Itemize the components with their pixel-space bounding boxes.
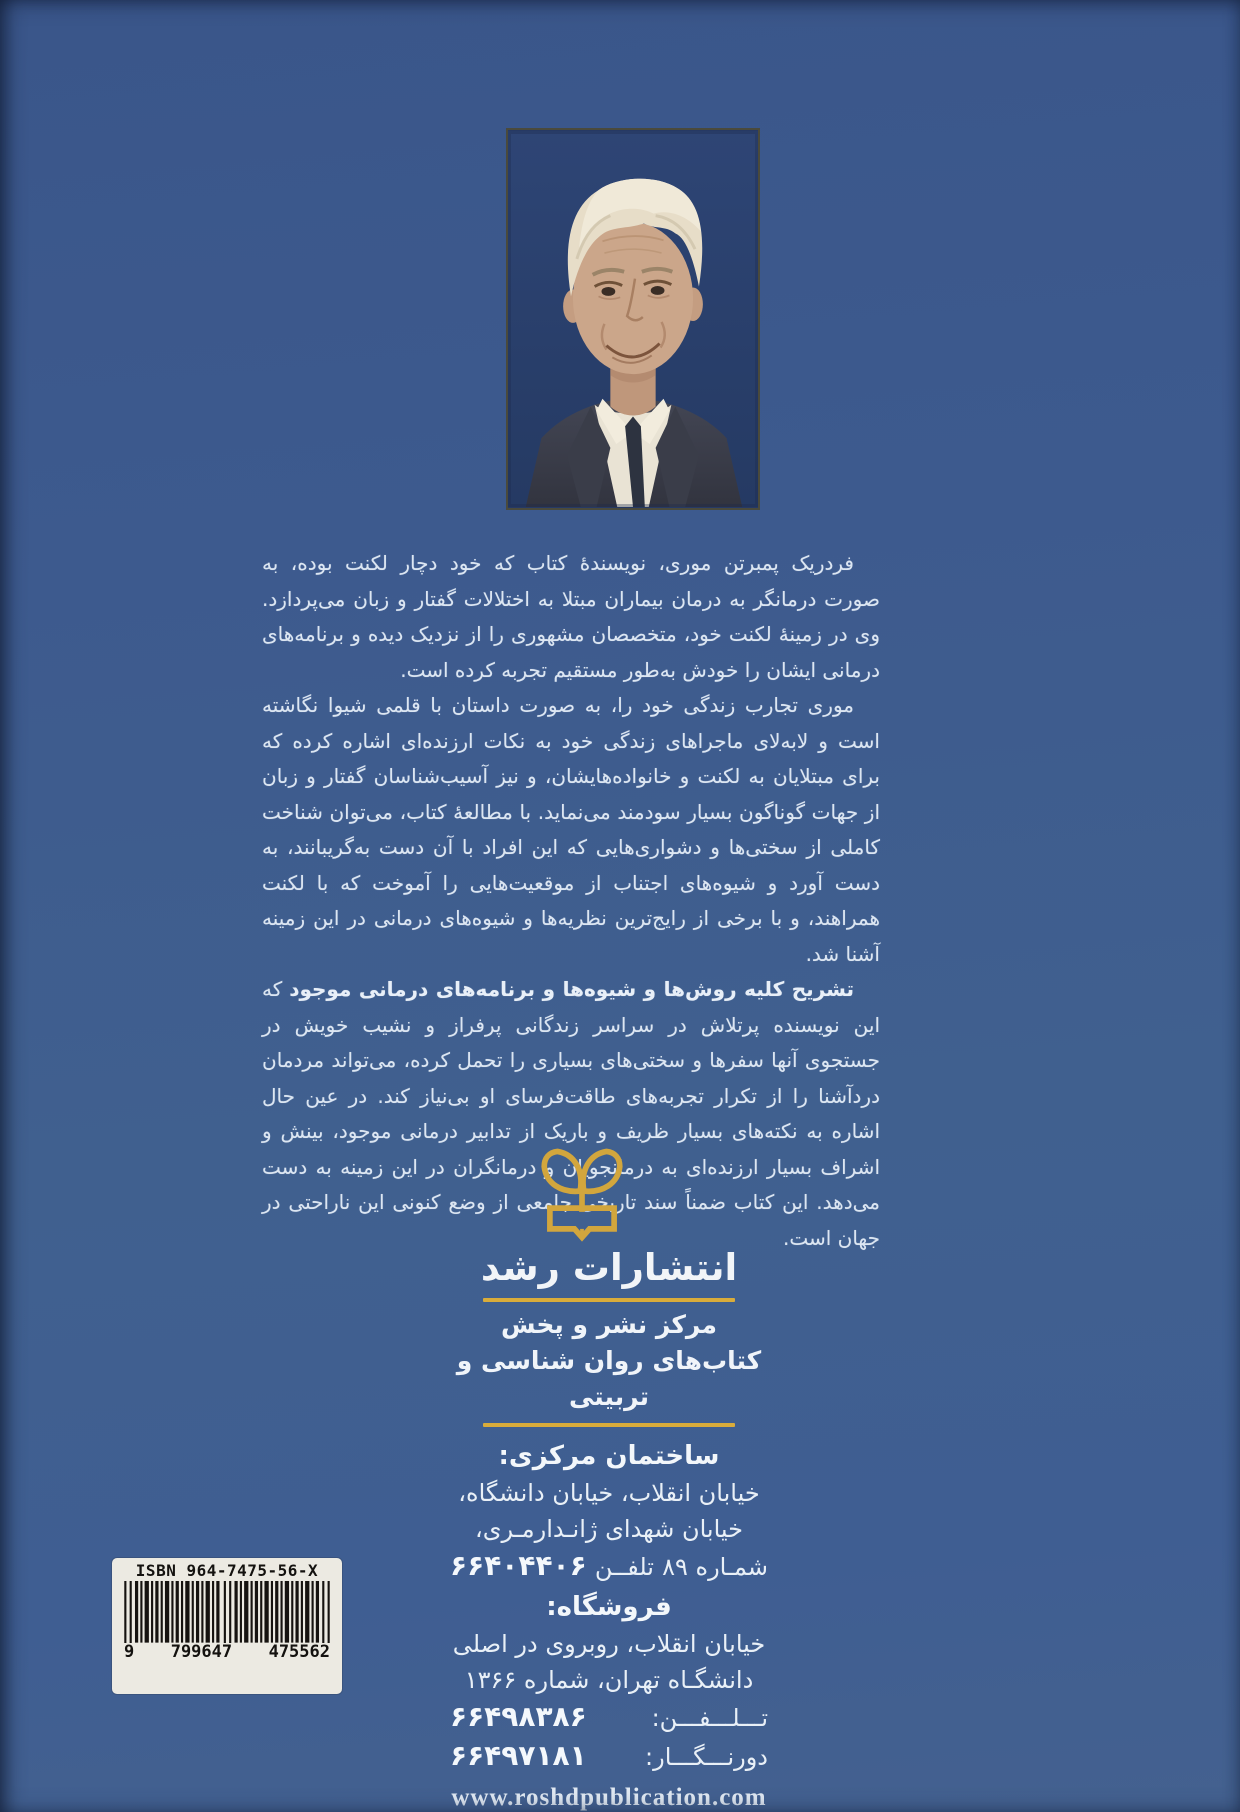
- author-photo: [506, 128, 760, 510]
- isbn-barcode-panel: [112, 1558, 342, 1694]
- store-address-line-1: خیابان انقلاب، روبروی در اصلی: [452, 1630, 766, 1658]
- tagline-line-1: مرکز نشر و پخش: [501, 1310, 717, 1339]
- tagline-line-2: کتاب‌های روان شناسی و تربیتی: [456, 1346, 762, 1411]
- roshd-logo: [421, 1142, 743, 1244]
- store-tel-label: تـــلـــفـــن:: [651, 1704, 768, 1732]
- store-phone-number: ۶۶۴۹۸۳۸۶: [450, 1700, 587, 1733]
- store-fax-number: ۶۶۴۹۷۱۸۱: [450, 1739, 587, 1772]
- store-phone-line: [448, 1698, 770, 1737]
- paragraph-rest: که این نویسنده پرتلاش در سراسر زندگانی پرفراز و نشیب خویش در جستجوی آنها سفرها و سختی‌های بسیاری را تحمل کرده، می‌تواند مردمان دردآشنا را از تکرار تجربه‌های طاقت‌فرسای او بی‌نیاز کند. در عین حال اشاره به نکته‌های بسیار ظریف و باریک از تدابیر درمانی موجود، بینش و اشراف بسیار ارزنده‌ای به درمانجویان و درمانگران در این زمینه به دست می‌دهد. این کتاب ضمناً سند تاریخی جامعی از وضع کنونی این ناراحتی در جهان است.: [262, 977, 880, 1250]
- store-fax-line: [448, 1737, 770, 1776]
- hq-phone-line: [448, 1547, 770, 1586]
- barcode-digits: [120, 1643, 334, 1661]
- hq-number-label: شمـاره ۸۹: [662, 1553, 768, 1581]
- headquarters-address: [448, 1437, 770, 1586]
- hq-address-line-2: خیابان شهدای ژانـدارمـری،: [475, 1515, 743, 1543]
- paragraph-lead-phrase: تشریح کلیه روش‌ها و شیوه‌ها و برنامه‌های درمانی موجود: [289, 977, 854, 1001]
- hq-tel-label: تلفــن: [594, 1553, 654, 1581]
- divider-line: [483, 1423, 735, 1427]
- barcode-digit-group-2: 475562: [268, 1642, 330, 1662]
- publisher-block: [448, 1142, 770, 1812]
- about-paragraph-1: فردریک پمبرتن موری، نویسندهٔ کتاب که خود دچار لکنت بوده، به صورت درمانگر به درمان بیماران مبتلا به اختلالات گفتار و زبان می‌پردازد. وی در زمینهٔ لکنت خود، متخصصان مشهوری را از نزدیک دیده و برنامه‌های درمانی ایشان را خودش به‌طور مستقیم تجربه کرده است.: [262, 551, 880, 682]
- publisher-wordmark: انتشارات رشد: [480, 1246, 738, 1289]
- divider-line: [483, 1298, 735, 1302]
- about-paragraph-2: موری تجارب زندگی خود را، به صورت داستان با قلمی شیوا نگاشته است و لابه‌لای ماجراهای زندگی خود به نکات ارزنده‌ای اشاره کرده که برای مبتلایان به لکنت و خانواده‌هایشان، و نیز آسیب‌شناسان گفتار و زبان از جهات گوناگون بسیار سودمند می‌نماید. با مطالعهٔ کتاب، می‌توان شناخت کاملی از سختی‌ها و دشواری‌هایی که این افراد با آن دست به‌گریبانند، به دست آورد و شیوه‌های اجتناب از موقعیت‌هایی را آموخت که با لکنت همراهند، و با برخی از رایج‌ترین نظریه‌ها و شیوه‌های درمانی در این زمینه آشنا شد.: [262, 693, 880, 966]
- barcode-digit-left: 9: [124, 1642, 135, 1662]
- store-heading: فروشگاه:: [546, 1592, 672, 1622]
- barcode-digit-group-1: 799647: [170, 1642, 233, 1662]
- store-address-line-2: دانشگـاه تهران، شماره ۱۳۶۶: [464, 1666, 754, 1694]
- isbn-number-label: ISBN 964-7475-56-X: [135, 1561, 319, 1580]
- store-fax-label: دورنـــگـــار:: [645, 1743, 768, 1771]
- store-address: [448, 1588, 770, 1776]
- hq-address-line-1: خیابان انقلاب، خیابان دانشگاه،: [458, 1479, 760, 1507]
- sprout-book-icon: [534, 1142, 630, 1244]
- publisher-tagline: [448, 1307, 770, 1415]
- author-portrait-illustration: [508, 130, 758, 508]
- hq-phone-number: ۶۶۴۰۴۴۰۶: [450, 1549, 587, 1582]
- publisher-website: www.roshdpublication.com: [451, 1784, 767, 1811]
- hq-heading: ساختمان مرکزی:: [498, 1441, 720, 1471]
